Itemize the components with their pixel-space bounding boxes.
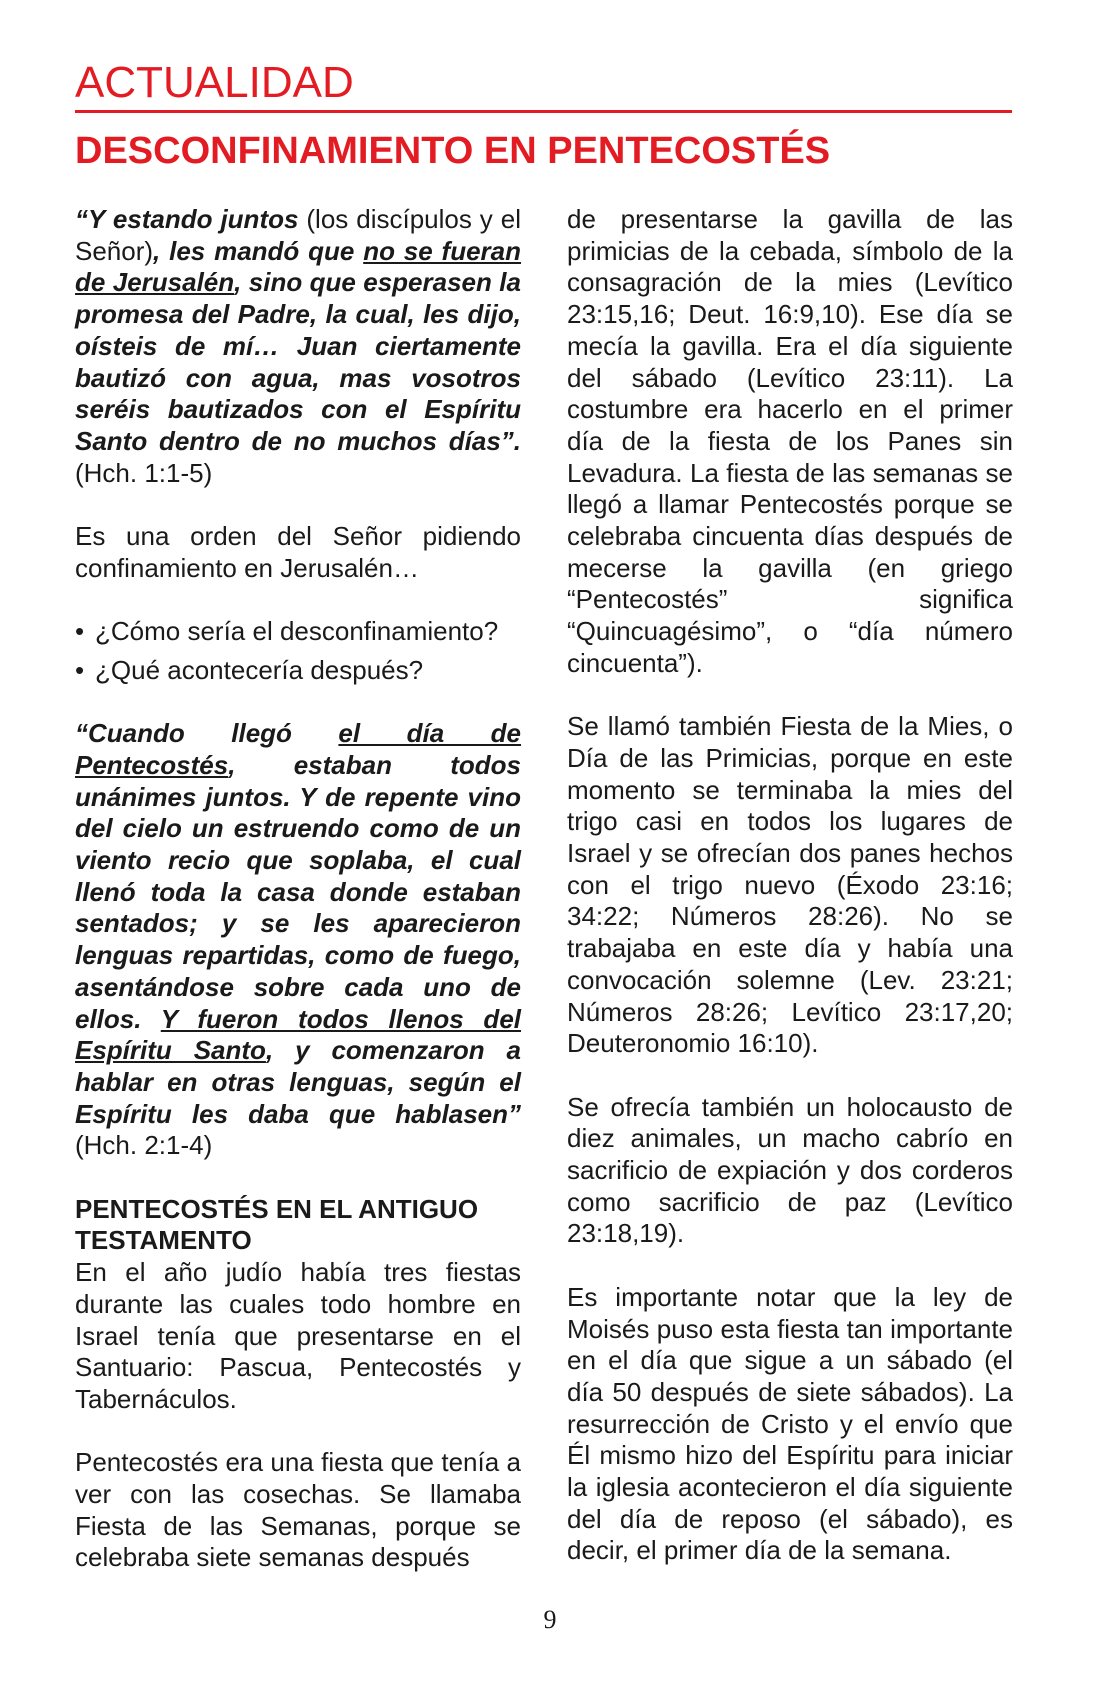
bible-quote-acts-2: [75, 718, 521, 1162]
body-paragraph: Se ofrecía también un holocausto de diez animales, un macho cabrío en sacrificio de expiación y dos corderos como sacrificio de paz (Levítico 23:18,19).: [567, 1091, 1013, 1249]
page-number: 9: [543, 1605, 557, 1634]
body-paragraph: En el año judío había tres fiestas durante las cuales todo hombre en Israel tenía que presentarse en el Santuario: Pascua, Pentecostés y Tabernáculos.: [75, 1257, 521, 1414]
subheading: PENTECOSTÉS EN EL ANTIGUO TESTAMENTO: [75, 1193, 479, 1256]
question-list: [75, 616, 521, 686]
page-title: DESCONFINAMIENTO EN PENTECOSTÉS: [75, 130, 831, 172]
quote-reference: (Hch. 1:1-5): [75, 457, 213, 488]
quote-text: “Cuando llegó: [75, 718, 339, 749]
quote-text: , les mandó que: [153, 235, 364, 266]
list-item-text: ¿Qué acontecería después?: [95, 654, 424, 685]
body-paragraph: Es importante notar que la ley de Moisés puso esta fiesta tan importante en el día que sigue a un sábado (el día 50 después de siete sábados). La resurrección de Cristo y el envío que Él mismo hizo del Espíritu para iniciar la iglesia acontecieron el día siguiente del día de reposo (el sábado), es decir, el primer día de la semana.: [567, 1281, 1013, 1566]
quote-reference: (Hch. 2:1-4): [75, 1130, 213, 1161]
body-paragraph: Se llamó también Fiesta de la Mies, o Día de las Primicias, porque en este momento se terminaba la mies del trigo casi en todos los lugares de Israel y se ofrecían dos panes hechos con el trigo nuevo (Éxodo 23:16; 34:22; Números 28:26). No se trabajaba en este día y había una convocación solemne (Lev. 23:21; Números 28:26; Levítico 23:17,20; Deuteronomio 16:10).: [567, 711, 1013, 1059]
body-paragraph: de presentarse la gavilla de las primicias de la cebada, símbolo de la consagración de la mies (Levítico 23:15,16; Deut. 16:9,10). Ese día se mecía la gavilla. Era el día siguiente del sábado (Levítico 23:11). La costumbre era hacerlo en el primer día de la fiesta de los Panes sin Levadura. La fiesta de las semanas se llegó a llamar Pentecostés porque se celebraba cincuenta días después de mecerse la gavilla (en griego “Pentecostés” significa “Quincuagésimo”, o “día número cincuenta”).: [567, 204, 1013, 678]
quote-text: “Y estando juntos: [75, 204, 299, 234]
list-item: [75, 655, 521, 687]
quote-underlined-text: Y fueron todos llenos del Espíritu Santo: [75, 1003, 521, 1066]
quote-text: , y comenzaron a hablar en otras lenguas, según el Espíritu les daba que hablasen”: [75, 1035, 521, 1129]
quote-underlined-text: el día de Pentecostés: [75, 718, 521, 780]
quote-aside: (los discípulos y el Señor): [75, 204, 521, 266]
quote-text: , estaban todos unánimes juntos. Y de repente vino del cielo un estruendo como de un viento recio que soplaba, el cual llenó toda la casa donde estaban sentados; y se les aparecieron lenguas repartidas, como de fuego, asentándose sobre cada uno de ellos.: [75, 749, 521, 1034]
section-label: ACTUALIDAD: [75, 58, 1012, 113]
body-paragraph: Pentecostés era una fiesta que tenía a ver con las cosechas. Se llamaba Fiesta de las Semanas, porque se celebraba siete semanas después: [75, 1447, 521, 1573]
list-item: [75, 616, 521, 648]
right-column: [567, 204, 1013, 1599]
left-column: [75, 204, 521, 1606]
quote-text: , sino que esperasen la promesa del Padre, la cual, les dijo, oísteis de mí… Juan ciertamente bautizó con agua, mas vosotros seréis bautizados con el Espíritu Santo dentro de no muchos días”.: [75, 267, 521, 456]
list-item-text: ¿Cómo sería el desconfinamiento?: [95, 616, 499, 647]
quote-underlined-text: no se fueran de Jerusalén: [75, 235, 521, 298]
bible-quote-acts-1: [75, 204, 521, 489]
bullet-icon: •: [75, 616, 85, 647]
bullet-icon: •: [75, 654, 85, 685]
intro-paragraph: Es una orden del Señor pidiendo confinamiento en Jerusalén…: [75, 521, 521, 583]
